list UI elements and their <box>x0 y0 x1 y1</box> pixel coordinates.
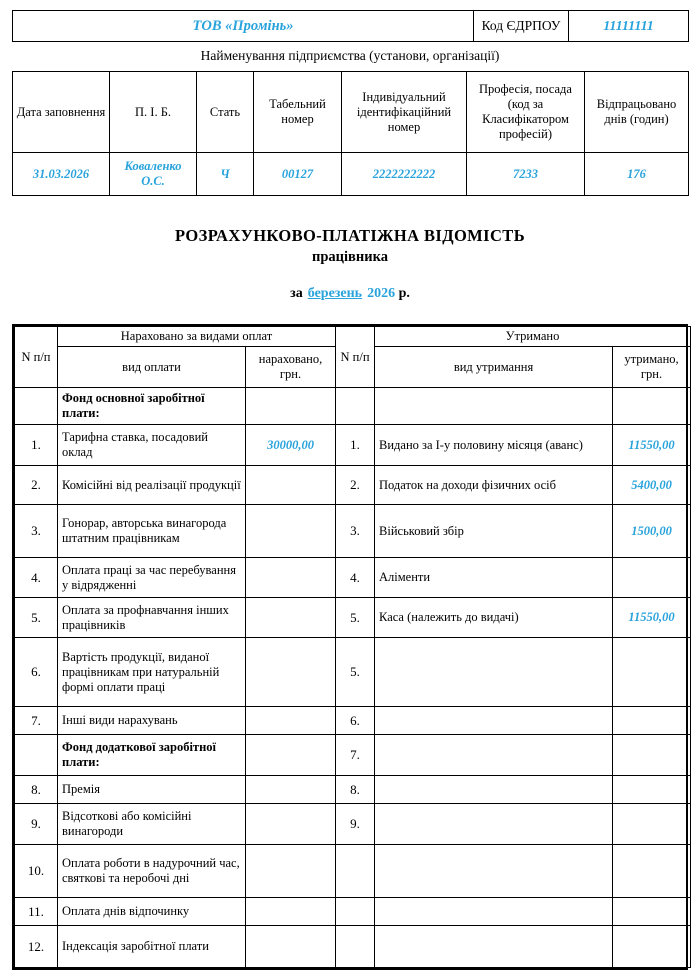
header-withheld-type: вид утримання <box>375 347 613 388</box>
withheld-type-cell <box>375 707 613 735</box>
payroll-group-header-row <box>15 327 691 347</box>
company-caption: Найменування підприємства (установи, організації) <box>200 48 500 63</box>
period-prefix: за <box>290 286 303 301</box>
period-year: 2026 <box>367 286 396 301</box>
table-row <box>15 558 691 598</box>
row-number-left: 4. <box>15 558 58 598</box>
withheld-amount-cell <box>613 707 691 735</box>
withheld-type-cell <box>375 926 613 968</box>
row-number-left: 5. <box>15 598 58 638</box>
header-withheld-group: Утримано <box>375 327 691 347</box>
info-value-days-worked: 176 <box>585 153 689 196</box>
company-name-cell <box>13 11 474 42</box>
info-col-gender: Стать <box>197 72 254 153</box>
accrued-amount-cell <box>246 598 336 638</box>
accrued-amount-cell <box>246 735 336 776</box>
row-number-left: 7. <box>15 707 58 735</box>
withheld-type-cell <box>375 388 613 425</box>
withheld-type-cell: Каса (належить до видачі) <box>375 598 613 638</box>
withheld-amount-cell <box>613 926 691 968</box>
row-number-left <box>15 735 58 776</box>
row-number-left: 8. <box>15 776 58 804</box>
withheld-type-cell <box>375 804 613 845</box>
info-col-date: Дата заповнення <box>13 72 110 153</box>
withheld-amount-cell <box>613 638 691 707</box>
row-number-right <box>336 388 375 425</box>
row-number-right: 3. <box>336 505 375 558</box>
accrued-amount-cell <box>246 466 336 505</box>
header-num-right: N п/п <box>336 327 375 388</box>
accrued-amount-cell <box>246 707 336 735</box>
table-row <box>15 707 691 735</box>
pay-type-cell: Оплата роботи в надурочний час, святкові та неробочі дні <box>58 845 246 898</box>
company-header-section <box>12 10 688 42</box>
payroll-table <box>14 326 691 968</box>
row-number-right <box>336 898 375 926</box>
info-col-tax-id: Індивідуальний ідентифікаційний номер <box>342 72 467 153</box>
payroll-table-wrapper <box>12 324 688 970</box>
row-number-right: 8. <box>336 776 375 804</box>
accrued-amount-cell <box>246 388 336 425</box>
info-value-fullname: Коваленко О.С. <box>110 153 197 196</box>
withheld-amount-cell: 11550,00 <box>613 598 691 638</box>
info-col-days-worked: Відпрацьовано днів (годин) <box>585 72 689 153</box>
document-title-block <box>12 226 688 302</box>
period-month: березень <box>307 286 363 301</box>
row-number-left: 11. <box>15 898 58 926</box>
edrpou-value: 11111111 <box>603 19 654 34</box>
accrued-amount-cell <box>246 804 336 845</box>
table-row <box>15 466 691 505</box>
accrued-amount-cell <box>246 505 336 558</box>
accrued-amount-cell <box>246 776 336 804</box>
edrpou-label: Код ЄДРПОУ <box>481 18 561 33</box>
employee-info-table <box>12 71 689 196</box>
info-col-personnel-number: Табельний номер <box>254 72 342 153</box>
table-row <box>15 425 691 466</box>
withheld-type-cell <box>375 898 613 926</box>
period-line <box>12 286 688 302</box>
pay-type-cell: Оплата праці за час перебування у відрядженні <box>58 558 246 598</box>
row-number-left: 12. <box>15 926 58 968</box>
row-number-right: 5. <box>336 598 375 638</box>
row-number-right: 4. <box>336 558 375 598</box>
accrued-amount-cell <box>246 926 336 968</box>
table-row <box>15 388 691 425</box>
edrpou-value-cell <box>569 11 689 42</box>
row-number-right: 5. <box>336 638 375 707</box>
row-number-left <box>15 388 58 425</box>
row-number-right: 7. <box>336 735 375 776</box>
company-header-table <box>12 10 689 42</box>
withheld-amount-cell: 11550,00 <box>613 425 691 466</box>
pay-type-cell: Інші види нарахувань <box>58 707 246 735</box>
row-number-right: 1. <box>336 425 375 466</box>
info-value-tax-id: 2222222222 <box>342 153 467 196</box>
table-row <box>15 926 691 968</box>
header-accrued-amount: нараховано, грн. <box>246 347 336 388</box>
withheld-amount-cell <box>613 388 691 425</box>
pay-type-cell: Премія <box>58 776 246 804</box>
page-title: РОЗРАХУНКОВО-ПЛАТІЖНА ВІДОМІСТЬ <box>174 226 526 245</box>
pay-type-cell: Оплата днів відпочинку <box>58 898 246 926</box>
row-number-left: 1. <box>15 425 58 466</box>
pay-type-cell: Фонд основної заробітної плати: <box>58 388 246 425</box>
accrued-amount-cell <box>246 845 336 898</box>
pay-type-cell: Тарифна ставка, посадовий оклад <box>58 425 246 466</box>
row-number-right <box>336 845 375 898</box>
info-value-gender: Ч <box>197 153 254 196</box>
withheld-amount-cell <box>613 898 691 926</box>
withheld-amount-cell <box>613 845 691 898</box>
withheld-type-cell: Військовий збір <box>375 505 613 558</box>
withheld-type-cell <box>375 776 613 804</box>
pay-type-cell: Індексація заробітної плати <box>58 926 246 968</box>
table-row <box>15 735 691 776</box>
row-number-left: 10. <box>15 845 58 898</box>
info-value-personnel-number: 00127 <box>254 153 342 196</box>
header-pay-type: вид оплати <box>58 347 246 388</box>
withheld-amount-cell <box>613 735 691 776</box>
withheld-amount-cell <box>613 558 691 598</box>
accrued-amount-cell <box>246 638 336 707</box>
info-value-date: 31.03.2026 <box>13 153 110 196</box>
table-row <box>15 505 691 558</box>
pay-type-cell: Оплата за профнавчання інших працівників <box>58 598 246 638</box>
row-number-left: 2. <box>15 466 58 505</box>
row-number-right <box>336 926 375 968</box>
withheld-type-cell <box>375 638 613 707</box>
table-row <box>15 898 691 926</box>
table-row <box>15 638 691 707</box>
edrpou-label-cell <box>474 11 569 42</box>
row-number-right: 9. <box>336 804 375 845</box>
withheld-type-cell <box>375 735 613 776</box>
pay-type-cell: Відсоткові або комісійні винагороди <box>58 804 246 845</box>
header-withheld-amount: утримано, грн. <box>613 347 691 388</box>
employee-info-header-row <box>13 72 689 153</box>
withheld-amount-cell <box>613 776 691 804</box>
pay-type-cell: Вартість продукції, виданої працівникам при натуральній формі оплати праці <box>58 638 246 707</box>
table-row <box>15 598 691 638</box>
page-subtitle: працівника <box>312 249 388 265</box>
header-accrued-group: Нараховано за видами оплат <box>58 327 336 347</box>
withheld-amount-cell: 1500,00 <box>613 505 691 558</box>
withheld-amount-cell <box>613 804 691 845</box>
table-row <box>15 804 691 845</box>
company-name: ТОВ «Промінь» <box>192 18 294 34</box>
row-number-right: 2. <box>336 466 375 505</box>
withheld-amount-cell: 5400,00 <box>613 466 691 505</box>
withheld-type-cell: Видано за I-у половину місяця (аванс) <box>375 425 613 466</box>
info-col-fullname: П. І. Б. <box>110 72 197 153</box>
row-number-right: 6. <box>336 707 375 735</box>
employee-info-value-row <box>13 153 689 196</box>
header-num-left: N п/п <box>15 327 58 388</box>
row-number-left: 3. <box>15 505 58 558</box>
info-col-profession: Професія, посада (код за Класифікатором професій) <box>467 72 585 153</box>
withheld-type-cell: Аліменти <box>375 558 613 598</box>
table-row <box>15 776 691 804</box>
table-row <box>15 845 691 898</box>
period-suffix: р. <box>398 286 410 301</box>
pay-type-cell: Комісійні від реалізації продукції <box>58 466 246 505</box>
withheld-type-cell: Податок на доходи фізичних осіб <box>375 466 613 505</box>
accrued-amount-cell <box>246 558 336 598</box>
company-header-row <box>13 11 689 42</box>
row-number-left: 9. <box>15 804 58 845</box>
pay-type-cell: Гонорар, авторська винагорода штатним працівникам <box>58 505 246 558</box>
row-number-left: 6. <box>15 638 58 707</box>
accrued-amount-cell <box>246 898 336 926</box>
accrued-amount-cell: 30000,00 <box>246 425 336 466</box>
info-value-profession: 7233 <box>467 153 585 196</box>
pay-type-cell: Фонд додаткової заробітної плати: <box>58 735 246 776</box>
withheld-type-cell <box>375 845 613 898</box>
